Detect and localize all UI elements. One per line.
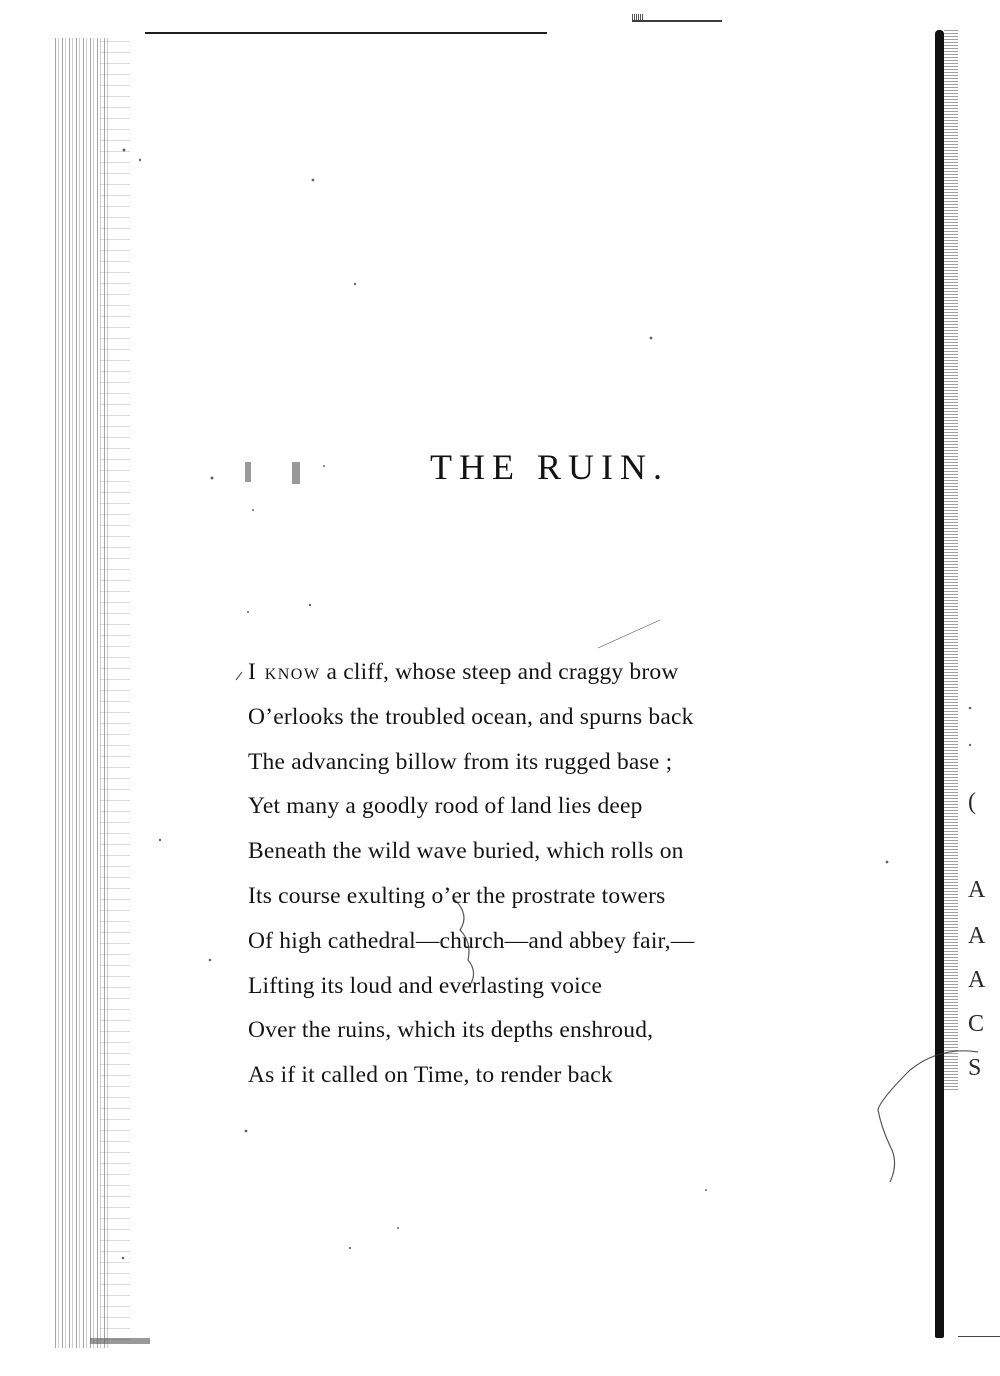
poem-line: Yet many a goodly rood of land lies deep: [248, 793, 643, 820]
facing-page-letter: S: [968, 1056, 982, 1080]
poem-line: As if it called on Time, to render back: [248, 1062, 613, 1089]
poem-line: Beneath the wild wave buried, which rolls on: [248, 838, 684, 865]
facing-page-letter: A: [968, 924, 986, 948]
top-rule-line: [145, 32, 547, 34]
poem-line-text: a cliff, whose steep and craggy brow: [320, 659, 679, 685]
facing-page-rule: [958, 1336, 1000, 1337]
poem-line: Over the ruins, which its depths enshroud,: [248, 1017, 654, 1044]
facing-page-letter: (: [968, 790, 976, 814]
opening-small-caps: I know: [248, 659, 321, 685]
binding-gutter-shadow: [100, 40, 130, 1340]
facing-page-letter: A: [968, 878, 986, 902]
facing-page-letter: A: [968, 968, 986, 992]
facing-page-letter: C: [968, 1012, 985, 1036]
poem-line: The advancing billow from its rugged base ;: [248, 748, 673, 775]
poem-line: Lifting its loud and everlasting voice: [248, 972, 603, 999]
poem-title: THE RUIN.: [430, 447, 669, 487]
poem-line: Its course exulting o’er the prostrate towers: [248, 882, 666, 909]
page-edge-texture: [944, 30, 958, 1090]
poem-line: O’erlooks the troubled ocean, and spurns back: [248, 703, 694, 730]
poem-text: [248, 650, 694, 1098]
top-rule-fragment: [632, 20, 722, 22]
page-edge-bar: [935, 30, 944, 1338]
poem-line: Of high cathedral—church—and abbey fair,—: [248, 927, 695, 954]
poem-line: [248, 650, 694, 695]
